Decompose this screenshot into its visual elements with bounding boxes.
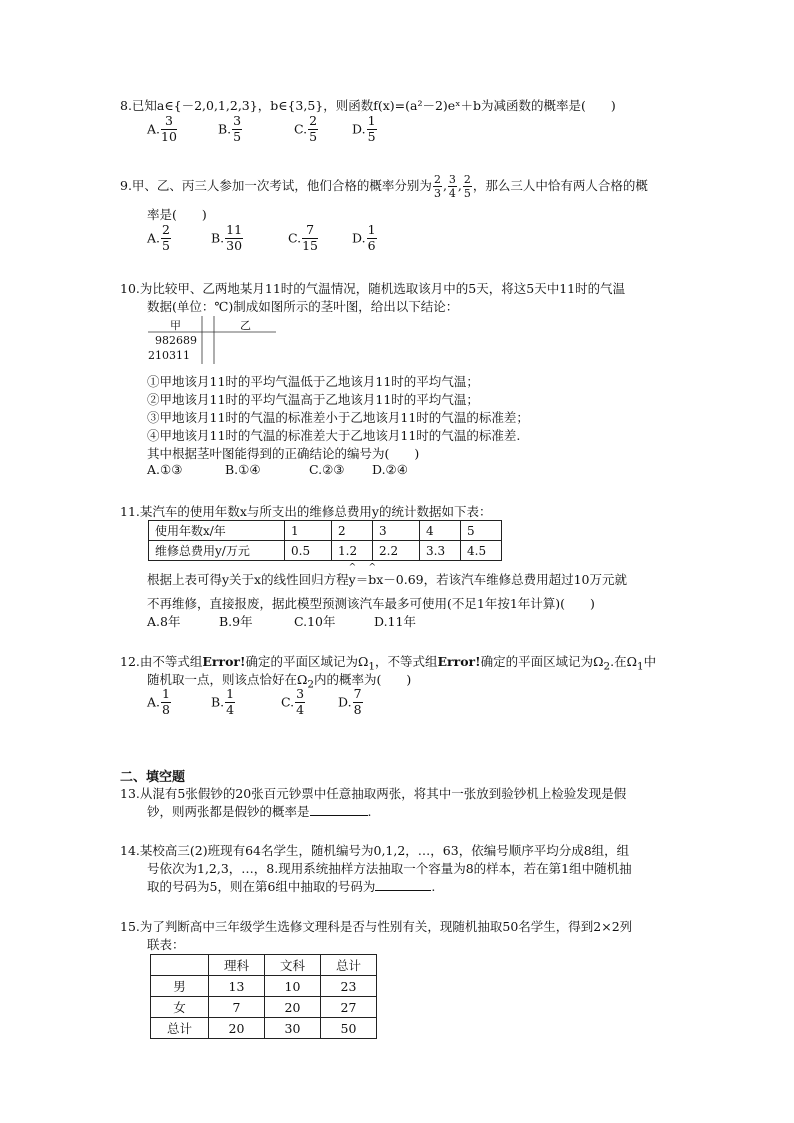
table-cell: 0.5	[285, 541, 332, 561]
b-hat: ^ b	[368, 572, 376, 587]
stem-leaf-row	[148, 333, 197, 348]
table-cell: 20	[209, 1018, 265, 1039]
q10-conclusion-1: ①甲地该月11时的平均气温低于乙地该月11时的平均气温；	[147, 374, 479, 389]
leaf: 6	[176, 334, 183, 347]
q10-line2: 数据(单位：℃)制成如图所示的茎叶图，给出以下结论：	[147, 299, 459, 314]
contingency-table	[150, 954, 377, 1039]
table-cell: 总计	[151, 1018, 209, 1039]
q10-question: 其中根据茎叶图能得到的正确结论的编号为( )	[147, 446, 420, 461]
table-cell: 23	[321, 976, 377, 997]
leaf: 1	[155, 349, 162, 362]
table-cell: 10	[265, 976, 321, 997]
q9-stem: 9.甲、乙、丙三人参加一次考试，他们合格的概率分别为 $\frac{2}{3}$ , $\frac{3}{4}$ , $\frac{2}{5}$ ，那么三人中恰有两人合格的概	[120, 173, 648, 200]
leaf	[148, 333, 155, 348]
answer-blank[interactable]	[375, 878, 431, 891]
q12-line2: 随机取一点，则该点恰好在$\Omega_2$内的概率为( )	[147, 672, 412, 691]
table-cell: 理科	[209, 955, 265, 976]
q9-option-d: D. $\frac{1}{6}$	[352, 222, 376, 253]
stem-leaf-head-right: 乙	[240, 319, 251, 332]
q11-option-a: A.8年	[147, 614, 181, 629]
q13-line1: 13.从混有5张假钞的20张百元钞票中任意抽取两张，将其中一张放到验钞机上检验发现是假	[120, 786, 627, 801]
q12-option-d: D. $\frac{7}{8}$	[338, 686, 362, 717]
table-cell: 使用年数x/年	[149, 521, 285, 541]
table-cell: 13	[209, 976, 265, 997]
table-row	[149, 541, 502, 561]
leaf: 8	[183, 334, 190, 347]
q8-option-b: B. $\frac{3}{5}$	[218, 113, 242, 144]
stem-leaf-table	[148, 333, 197, 363]
table-cell: 总计	[321, 955, 377, 976]
table-row	[151, 997, 377, 1018]
leaf: 8	[162, 334, 169, 347]
table-cell: 女	[151, 997, 209, 1018]
q11-line-b: 不再维修，直接报废，据此模型预测该汽车最多可使用(不足1年按1年计算)( )	[147, 596, 595, 611]
q15-line1: 15.为了判断高中三年级学生选修文理科是否与性别有关，现随机抽取50名学生，得到2×2列	[120, 919, 633, 934]
table-cell: 男	[151, 976, 209, 997]
q10-option-c: C.②③	[309, 462, 345, 477]
q10-conclusion-2: ②甲地该月11时的平均气温高于乙地该月11时的平均气温；	[147, 392, 479, 407]
q11-option-c: C.10年	[294, 614, 336, 629]
table-row	[151, 955, 377, 976]
q11-option-d: D.11年	[374, 614, 416, 629]
table-cell: 20	[265, 997, 321, 1018]
y-hat: ^ y	[349, 572, 356, 587]
q12-line1: 12.由不等式组Error!确定的平面区域记为$\Omega_1$，不等式组Error!确定的平面区域记为$\Omega_2$.在$\Omega_1$中	[120, 654, 657, 673]
q14-line2: 号依次为1,2,3，…，8.现用系统抽样方法抽取一个容量为8的样本，若在第1组中随机抽	[147, 861, 632, 876]
leaf: 9	[155, 334, 162, 347]
q11-data-table	[148, 520, 502, 561]
q15-line2: 联表：	[147, 937, 185, 952]
q11-line-a: 根据上表可得y关于x的线性回归方程^ y＝^ bx－0.69，若该汽车维修总费用超过10万元就	[147, 570, 627, 588]
table-cell: 4	[420, 521, 461, 541]
q14-line3: 取的号码为5，则在第6组中抽取的号码为 .	[147, 879, 436, 894]
leaf: 9	[190, 334, 197, 347]
table-cell: 27	[321, 997, 377, 1018]
q8-option-c: C. $\frac{2}{5}$	[294, 113, 318, 144]
table-cell: 文科	[265, 955, 321, 976]
table-cell	[151, 955, 209, 976]
leaf	[190, 348, 197, 363]
table-cell: 4.5	[461, 541, 502, 561]
q10-option-d: D.②④	[372, 462, 408, 477]
leaf: 1	[183, 349, 190, 362]
q8-option-a: A. $\frac{3}{10}$	[147, 113, 177, 144]
stem-leaf-row	[148, 348, 197, 363]
leaf: 2	[148, 349, 155, 362]
q11-stem: 11.某汽车的使用年数x与所支出的维修总费用y的统计数据如下表：	[120, 504, 492, 519]
q9-option-c: C. $\frac{7}{15}$	[288, 222, 318, 253]
q9-option-b: B. $\frac{11}{30}$	[211, 222, 243, 253]
table-row	[149, 521, 502, 541]
table-cell: 7	[209, 997, 265, 1018]
table-cell: 50	[321, 1018, 377, 1039]
q10-conclusion-3: ③甲地该月11时的气温的标准差小于乙地该月11时的气温的标准差；	[147, 410, 529, 425]
q10-conclusion-4: ④甲地该月11时的气温的标准差大于乙地该月11时的气温的标准差.	[147, 428, 521, 443]
answer-blank[interactable]	[310, 803, 368, 816]
q10-line1: 10.为比较甲、乙两地某月11时的气温情况，随机选取该月中的5天，将这5天中11时的气温	[120, 281, 626, 296]
table-row	[151, 1018, 377, 1039]
q12-option-b: B. $\frac{1}{4}$	[211, 686, 235, 717]
table-cell: 3	[373, 521, 420, 541]
table-cell: 5	[461, 521, 502, 541]
table-cell: 2.2	[373, 541, 420, 561]
q12-option-c: C. $\frac{3}{4}$	[281, 686, 305, 717]
q12-option-a: A. $\frac{1}{8}$	[147, 686, 170, 717]
leaf: 0	[162, 349, 169, 362]
table-cell: 3.3	[420, 541, 461, 561]
q9-option-a: A. $\frac{2}{5}$	[147, 222, 170, 253]
q13-line2: 钞，则两张都是假钞的概率是 .	[147, 804, 372, 819]
table-cell: 2	[332, 521, 373, 541]
q10-option-a: A.①③	[147, 462, 183, 477]
stem-leaf-head-left: 甲	[170, 319, 181, 332]
section-heading-fill-in: 二、填空题	[120, 770, 186, 785]
q8-stem: 8.已知a∈{－2,0,1,2,3}，b∈{3,5}，则函数f(x)=(a²－2)eˣ＋b为减函数的概率是( )	[120, 98, 616, 113]
table-cell: 30	[265, 1018, 321, 1039]
leaf: 1	[176, 349, 183, 362]
table-row	[151, 976, 377, 997]
stem: 3	[169, 349, 176, 362]
q10-option-b: B.①④	[225, 462, 261, 477]
stem: 2	[169, 334, 176, 347]
table-cell: 1	[285, 521, 332, 541]
q14-line1: 14.某校高三(2)班现有64名学生，随机编号为0,1,2，…，63，依编号顺序平均分成8组，组	[120, 843, 630, 858]
q8-option-d: D. $\frac{1}{5}$	[352, 113, 376, 144]
table-cell: 1.2	[332, 541, 373, 561]
table-cell: 维修总费用y/万元	[149, 541, 285, 561]
q9-stem-line2: 率是( )	[147, 207, 207, 222]
q11-option-b: B.9年	[219, 614, 253, 629]
